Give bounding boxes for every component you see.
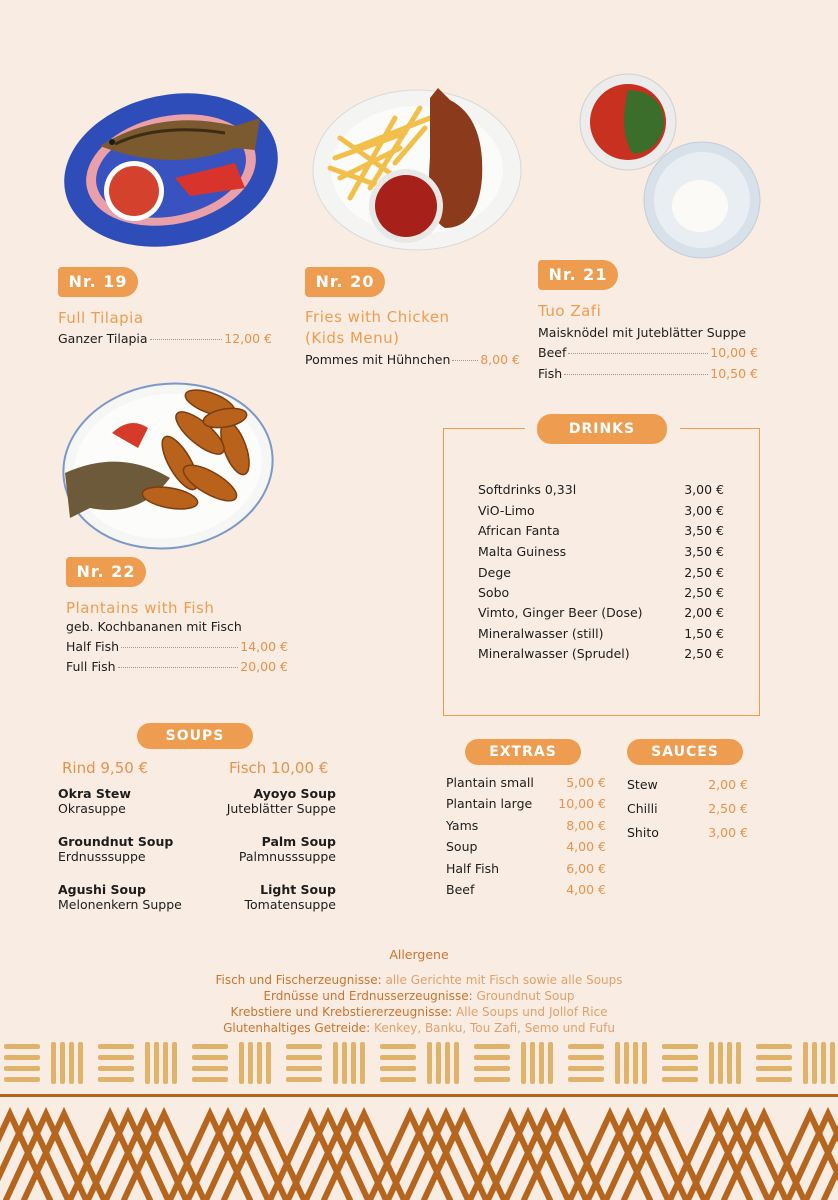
dish-title-line2: (Kids Menu) xyxy=(305,329,400,347)
dotted-leader xyxy=(121,647,238,648)
soup-subtitle: Juteblätter Suppe xyxy=(226,801,336,816)
dish-number-badge: Nr. 21 xyxy=(538,260,618,290)
soup-name: Ayoyo Soup xyxy=(253,786,336,801)
drink-price: 3,50 € xyxy=(684,523,724,538)
decorative-chevron-pattern xyxy=(0,1104,838,1200)
extra-item xyxy=(446,882,606,897)
price-row xyxy=(66,659,288,674)
extra-name: Plantain small xyxy=(446,775,534,790)
extra-name: Soup xyxy=(446,839,478,854)
soup-subtitle: Okrasuppe xyxy=(58,801,126,816)
price-row-price: 20,00 € xyxy=(240,659,288,674)
price-row xyxy=(58,331,272,346)
price-row-price: 10,00 € xyxy=(710,345,758,360)
allergen-line xyxy=(0,1020,838,1036)
drink-name: Mineralwasser (Sprudel) xyxy=(478,646,630,661)
price-row-label: Half Fish xyxy=(66,639,120,654)
soup-item xyxy=(58,882,182,912)
sauce-name: Chilli xyxy=(627,801,658,816)
allergen-key: Glutenhaltiges Getreide: xyxy=(223,1021,371,1035)
soup-subtitle: Tomatensuppe xyxy=(244,897,336,912)
soup-name: Palm Soup xyxy=(261,834,336,849)
dotted-leader xyxy=(452,360,478,361)
drink-item xyxy=(478,605,724,620)
sauces-section-title: SAUCES xyxy=(627,739,743,765)
drink-price: 1,50 € xyxy=(684,626,724,641)
tilapia-photo xyxy=(60,88,282,253)
drink-item xyxy=(478,585,724,600)
soups-section-title: SOUPS xyxy=(137,723,253,749)
drink-price: 2,00 € xyxy=(684,605,724,620)
extra-item xyxy=(446,861,606,876)
drink-price: 3,00 € xyxy=(684,503,724,518)
extra-name: Yams xyxy=(446,818,479,833)
dish-title: Tuo Zafi xyxy=(538,302,602,320)
allergen-value: alle Gerichte mit Fisch sowie alle Soups xyxy=(385,973,623,987)
extra-price: 4,00 € xyxy=(566,839,606,854)
allergen-value: Kenkey, Banku, Tou Zafi, Semo und Fufu xyxy=(374,1021,615,1035)
extra-name: Plantain large xyxy=(446,796,533,811)
soup-item xyxy=(244,882,336,912)
dotted-leader xyxy=(564,374,708,375)
drink-price: 2,50 € xyxy=(684,585,724,600)
drink-name: Dege xyxy=(478,565,511,580)
sauce-name: Stew xyxy=(627,777,658,792)
drink-price: 3,50 € xyxy=(684,544,724,559)
price-row xyxy=(305,352,520,367)
allergens-title: Allergene xyxy=(389,947,449,962)
extra-name: Beef xyxy=(446,882,475,897)
allergen-value: Groundnut Soup xyxy=(476,989,575,1003)
drink-name: Malta Guiness xyxy=(478,544,567,559)
soup-name: Groundnut Soup xyxy=(58,834,174,849)
dish-subtitle: Maisknödel mit Juteblätter Suppe xyxy=(538,325,747,340)
extra-price: 4,00 € xyxy=(566,882,606,897)
soup-price-beef: Rind 9,50 € xyxy=(62,759,149,777)
drink-price: 3,00 € xyxy=(684,482,724,497)
extra-item xyxy=(446,839,606,854)
drink-item xyxy=(478,503,724,518)
drink-name: Mineralwasser (still) xyxy=(478,626,604,641)
price-row-label: Ganzer Tilapia xyxy=(58,331,148,346)
drinks-section-title: DRINKS xyxy=(537,414,667,444)
price-row-price: 14,00 € xyxy=(240,639,288,654)
dotted-leader xyxy=(568,353,708,354)
tuo-zafi-photo xyxy=(578,72,766,266)
price-row xyxy=(66,639,288,654)
drink-item xyxy=(478,646,724,661)
dish-title: Fries with Chicken xyxy=(305,308,450,326)
price-row-label: Beef xyxy=(538,345,567,360)
sauce-price: 2,00 € xyxy=(708,777,748,792)
drink-name: ViO-Limo xyxy=(478,503,535,518)
sauce-item xyxy=(627,801,748,816)
decorative-divider xyxy=(0,1094,838,1097)
drink-name: Sobo xyxy=(478,585,510,600)
allergen-line xyxy=(0,1004,838,1020)
soup-item xyxy=(239,834,336,864)
drink-item xyxy=(478,523,724,538)
dish-title: Plantains with Fish xyxy=(66,599,215,617)
price-row-label: Full Fish xyxy=(66,659,116,674)
soup-item xyxy=(227,786,336,816)
dish-number-badge: Nr. 20 xyxy=(305,267,385,297)
price-row-price: 12,00 € xyxy=(224,331,272,346)
dish-subtitle: geb. Kochbananen mit Fisch xyxy=(66,619,242,634)
allergen-key: Fisch und Fischerzeugnisse: xyxy=(215,973,382,987)
allergen-key: Krebstiere und Krebstiererzeugnisse: xyxy=(230,1005,453,1019)
drink-price: 2,50 € xyxy=(684,565,724,580)
dish-number-badge: Nr. 22 xyxy=(66,557,146,587)
extra-price: 8,00 € xyxy=(566,818,606,833)
soup-subtitle: Palmnusssuppe xyxy=(238,849,336,864)
extra-price: 6,00 € xyxy=(566,861,606,876)
price-row-label: Fish xyxy=(538,366,563,381)
soup-subtitle: Melonenkern Suppe xyxy=(58,897,182,912)
drink-item xyxy=(478,626,724,641)
soup-item xyxy=(58,786,131,816)
extra-item xyxy=(446,796,606,811)
soup-name: Okra Stew xyxy=(58,786,131,801)
sauce-price: 2,50 € xyxy=(708,801,748,816)
drink-name: Softdrinks 0,33l xyxy=(478,482,577,497)
allergen-value: Alle Soups und Jollof Rice xyxy=(455,1005,608,1019)
sauce-item xyxy=(627,777,748,792)
soup-name: Light Soup xyxy=(260,882,336,897)
plantains-fish-photo xyxy=(60,378,275,553)
extra-item xyxy=(446,818,606,833)
soup-subtitle: Erdnusssuppe xyxy=(58,849,146,864)
extra-item xyxy=(446,775,606,790)
dotted-leader xyxy=(118,667,239,668)
extra-name: Half Fish xyxy=(446,861,500,876)
drink-item xyxy=(478,565,724,580)
allergen-line xyxy=(0,988,838,1004)
drink-price: 2,50 € xyxy=(684,646,724,661)
soup-item xyxy=(58,834,173,864)
drink-name: African Fanta xyxy=(478,523,560,538)
price-row-label: Pommes mit Hühnchen xyxy=(305,352,451,367)
extras-section-title: EXTRAS xyxy=(465,739,581,765)
price-row xyxy=(538,366,758,381)
soup-price-fish: Fisch 10,00 € xyxy=(229,759,329,777)
drink-item xyxy=(478,482,724,497)
sauce-item xyxy=(627,825,748,840)
decorative-stripe-pattern xyxy=(0,1038,838,1088)
price-row-price: 8,00 € xyxy=(480,352,520,367)
allergen-line xyxy=(0,972,838,988)
extra-price: 5,00 € xyxy=(566,775,606,790)
price-row-price: 10,50 € xyxy=(710,366,758,381)
dotted-leader xyxy=(150,339,223,340)
drink-item xyxy=(478,544,724,559)
price-row xyxy=(538,345,758,360)
fries-chicken-photo xyxy=(310,78,525,256)
soup-name: Agushi Soup xyxy=(58,882,146,897)
sauce-name: Shito xyxy=(627,825,659,840)
drink-name: Vimto, Ginger Beer (Dose) xyxy=(478,605,643,620)
allergen-key: Erdnüsse und Erdnusserzeugnisse: xyxy=(263,989,473,1003)
dish-number-badge: Nr. 19 xyxy=(58,267,138,297)
sauce-price: 3,00 € xyxy=(708,825,748,840)
extra-price: 10,00 € xyxy=(558,796,606,811)
dish-title: Full Tilapia xyxy=(58,309,144,327)
